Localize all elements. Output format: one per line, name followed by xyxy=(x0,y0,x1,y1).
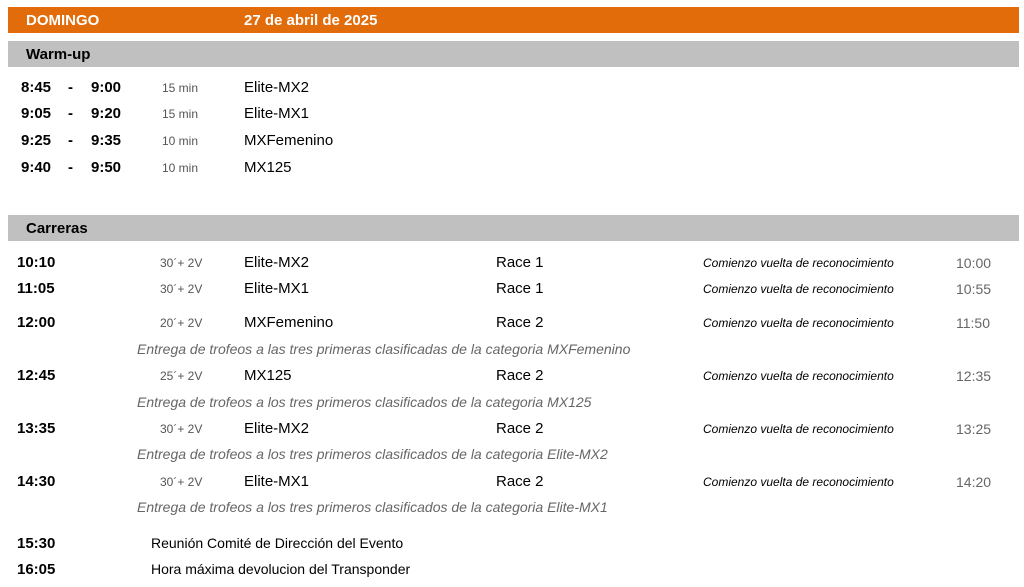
race-format: 30´+ 2V xyxy=(160,282,203,296)
warmup-duration: 15 min xyxy=(162,81,199,95)
day-header-bar xyxy=(8,7,1019,33)
date-label: 27 de abril de 2025 xyxy=(244,12,378,29)
race-category: MXFemenino xyxy=(244,314,334,331)
trophy-ceremony-note: Entrega de trofeos a los tres primeros clasificados de la categoria MX125 xyxy=(137,394,592,410)
race-format: 30´+ 2V xyxy=(160,475,203,489)
trophy-ceremony-note: Entrega de trofeos a los tres primeros clasificados de la categoria Elite-MX1 xyxy=(137,499,608,515)
recon-note: Comienzo vuelta de reconocimiento xyxy=(703,369,894,383)
race-category: Elite-MX1 xyxy=(244,473,310,490)
event-time: 16:05 xyxy=(17,561,56,578)
warmup-section-header xyxy=(8,41,1019,67)
race-time: 12:45 xyxy=(17,367,56,384)
race-format: 30´+ 2V xyxy=(160,422,203,436)
recon-time: 14:20 xyxy=(956,474,992,490)
event-description: Hora máxima devolucion del Transponder xyxy=(151,561,411,577)
race-format: 20´+ 2V xyxy=(160,316,203,330)
warmup-separator: - xyxy=(68,159,73,176)
recon-time: 10:00 xyxy=(956,255,992,271)
recon-time: 13:25 xyxy=(956,421,992,437)
race-number: Race 1 xyxy=(496,254,544,271)
recon-note: Comienzo vuelta de reconocimiento xyxy=(703,422,894,436)
recon-note: Comienzo vuelta de reconocimiento xyxy=(703,282,894,296)
warmup-start-time: 9:05 xyxy=(21,105,52,122)
races-section-header xyxy=(8,215,1019,241)
recon-time: 11:50 xyxy=(956,315,990,331)
trophy-ceremony-note: Entrega de trofeos a las tres primeras clasificadas de la categoria MXFemenino xyxy=(137,341,631,357)
warmup-duration: 10 min xyxy=(162,161,199,175)
race-number: Race 2 xyxy=(496,367,544,384)
race-category: MX125 xyxy=(244,367,292,384)
recon-note: Comienzo vuelta de reconocimiento xyxy=(703,256,894,270)
warmup-category: Elite-MX2 xyxy=(244,79,310,96)
warmup-start-time: 9:40 xyxy=(21,159,52,176)
race-format: 30´+ 2V xyxy=(160,256,203,270)
race-time: 13:35 xyxy=(17,420,56,437)
event-time: 15:30 xyxy=(17,535,56,552)
warmup-duration: 15 min xyxy=(162,107,199,121)
trophy-ceremony-note: Entrega de trofeos a los tres primeros clasificados de la categoria Elite-MX2 xyxy=(137,446,608,462)
warmup-end-time: 9:20 xyxy=(91,105,122,122)
warmup-end-time: 9:50 xyxy=(91,159,122,176)
warmup-title: Warm-up xyxy=(26,46,91,63)
race-time: 14:30 xyxy=(17,473,56,490)
recon-time: 12:35 xyxy=(956,368,992,384)
warmup-separator: - xyxy=(68,132,73,149)
race-time: 12:00 xyxy=(17,314,56,331)
recon-time: 10:55 xyxy=(956,281,992,297)
warmup-duration: 10 min xyxy=(162,134,199,148)
recon-note: Comienzo vuelta de reconocimiento xyxy=(703,316,894,330)
races-title: Carreras xyxy=(26,220,88,237)
race-category: Elite-MX2 xyxy=(244,420,310,437)
race-time: 11:05 xyxy=(17,280,55,297)
race-number: Race 2 xyxy=(496,314,544,331)
event-description: Reunión Comité de Dirección del Evento xyxy=(151,535,404,551)
warmup-category: Elite-MX1 xyxy=(244,105,310,122)
race-format: 25´+ 2V xyxy=(160,369,203,383)
race-number: Race 2 xyxy=(496,420,544,437)
day-label: DOMINGO xyxy=(26,12,100,29)
warmup-separator: - xyxy=(68,79,73,96)
race-number: Race 2 xyxy=(496,473,544,490)
warmup-start-time: 9:25 xyxy=(21,132,52,149)
warmup-end-time: 9:35 xyxy=(91,132,122,149)
race-number: Race 1 xyxy=(496,280,544,297)
recon-note: Comienzo vuelta de reconocimiento xyxy=(703,475,894,489)
race-category: Elite-MX2 xyxy=(244,254,310,271)
warmup-start-time: 8:45 xyxy=(21,79,52,96)
race-time: 10:10 xyxy=(17,254,56,271)
warmup-category: MXFemenino xyxy=(244,132,334,149)
race-category: Elite-MX1 xyxy=(244,280,310,297)
warmup-end-time: 9:00 xyxy=(91,79,122,96)
warmup-category: MX125 xyxy=(244,159,292,176)
warmup-separator: - xyxy=(68,105,73,122)
